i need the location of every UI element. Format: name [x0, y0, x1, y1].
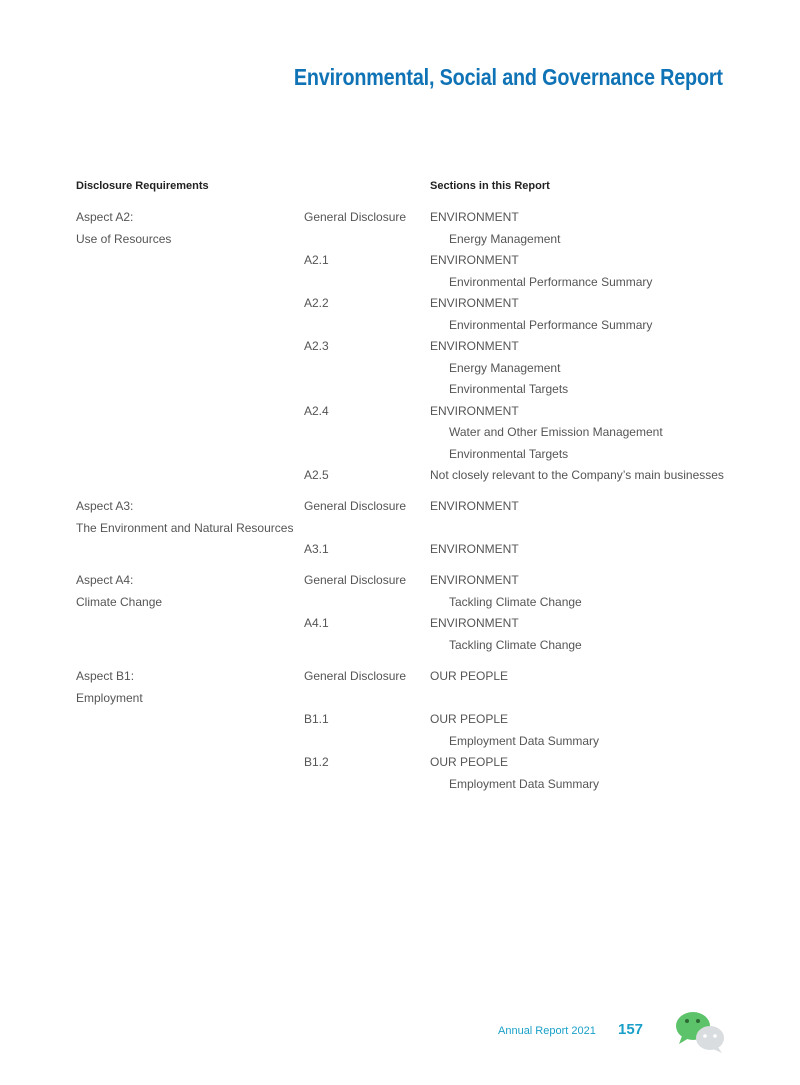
section-ref: ENVIRONMENT — [430, 210, 519, 224]
disclosure-code: General Disclosure — [304, 210, 407, 224]
aspect-label: Aspect B1: — [76, 669, 135, 683]
section-ref: ENVIRONMENT — [430, 499, 519, 513]
disclosure-code: A2.2 — [304, 296, 329, 310]
disclosure-code: A2.4 — [304, 404, 329, 418]
section-ref: OUR PEOPLE — [430, 712, 509, 726]
section-ref: OUR PEOPLE — [430, 755, 509, 769]
section-ref: ENVIRONMENT — [430, 542, 519, 556]
subsection-ref: Energy Management — [449, 361, 561, 375]
subsection-ref: Employment Data Summary — [449, 734, 600, 748]
subsection-ref: Tackling Climate Change — [449, 638, 582, 652]
report-title: Environmental, Social and Governance Report — [294, 64, 723, 90]
subsection-ref: Environmental Targets — [449, 382, 569, 396]
section-ref: ENVIRONMENT — [430, 296, 519, 310]
section-ref: ENVIRONMENT — [430, 573, 519, 587]
disclosure-code: A2.5 — [304, 468, 329, 482]
disclosure-code: A2.3 — [304, 339, 329, 353]
section-ref: ENVIRONMENT — [430, 616, 519, 630]
aspect-name: The Environment and Natural Resources — [76, 521, 294, 535]
subsection-ref: Water and Other Emission Management — [449, 425, 663, 439]
aspect-name: Use of Resources — [76, 232, 172, 246]
aspect-label: Aspect A3: — [76, 499, 134, 513]
disclosure-code: A3.1 — [304, 542, 329, 556]
aspect-name: Climate Change — [76, 595, 163, 609]
subsection-ref: Energy Management — [449, 232, 561, 246]
disclosure-code: A4.1 — [304, 616, 329, 630]
section-ref: ENVIRONMENT — [430, 253, 519, 267]
disclosure-code: B1.1 — [304, 712, 329, 726]
subsection-ref: Environmental Performance Summary — [449, 318, 653, 332]
subsection-ref: Environmental Performance Summary — [449, 275, 653, 289]
disclosure-code: A2.1 — [304, 253, 329, 267]
section-ref: OUR PEOPLE — [430, 669, 509, 683]
subsection-ref: Employment Data Summary — [449, 777, 600, 791]
page-number: 157 — [618, 1021, 644, 1038]
disclosure-code: General Disclosure — [304, 499, 407, 513]
subsection-ref: Environmental Targets — [449, 447, 569, 461]
aspect-name: Employment — [76, 691, 143, 705]
section-ref: ENVIRONMENT — [430, 404, 519, 418]
column-header-sections: Sections in this Report — [430, 180, 550, 192]
subsection-ref: Tackling Climate Change — [449, 595, 582, 609]
section-ref: Not closely relevant to the Company’s main businesses — [430, 468, 724, 482]
disclosure-code: General Disclosure — [304, 573, 407, 587]
aspect-label: Aspect A2: — [76, 210, 134, 224]
disclosure-code: General Disclosure — [304, 669, 407, 683]
disclosure-code: B1.2 — [304, 755, 329, 769]
column-header-requirements: Disclosure Requirements — [76, 180, 209, 192]
section-ref: ENVIRONMENT — [430, 339, 519, 353]
chat-bubbles-icon — [674, 1010, 726, 1054]
footer-report-label: Annual Report 2021 — [498, 1025, 596, 1037]
aspect-label: Aspect A4: — [76, 573, 134, 587]
